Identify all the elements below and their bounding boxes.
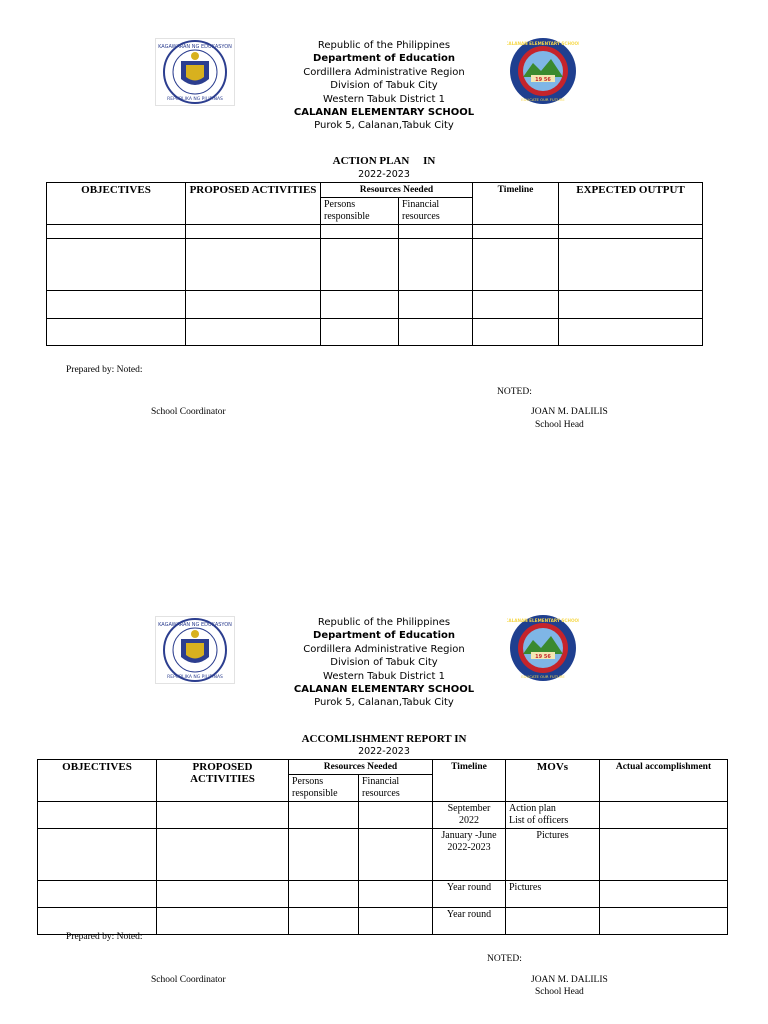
school-logo-ring-text: CALANAN ELEMENTARY SCHOOL <box>507 41 579 46</box>
deped-seal-bottom-text: REPUBLIKA NG PILIPINAS <box>167 675 223 680</box>
school-logo-ring-text: CALANAN ELEMENTARY SCHOOL <box>507 618 579 623</box>
letterhead-region: Cordillera Administrative Region <box>303 66 465 78</box>
table-row <box>47 319 703 346</box>
school-head-title: School Head <box>535 987 584 997</box>
letterhead-division: Division of Tabuk City <box>330 80 438 92</box>
school-logo-motto: EDUCATE OUR FUTURE <box>521 674 565 679</box>
col-proposed-activities: PROPOSED ACTIVITIES <box>157 760 289 802</box>
letterhead-republic: Republic of the Philippines <box>317 617 451 628</box>
noted-label: NOTED: <box>487 954 522 964</box>
school-coordinator-label: School Coordinator <box>151 407 226 417</box>
col-proposed-activities: PROPOSED ACTIVITIES <box>186 183 321 225</box>
letterhead-republic: Republic of the Philippines <box>317 40 451 51</box>
timeline-cell: September 2022 <box>433 802 506 829</box>
noted-label: NOTED: <box>497 387 532 397</box>
deped-seal-bottom-text: REPUBLIKA NG PILIPINAS <box>167 97 223 102</box>
col-expected-output: EXPECTED OUTPUT <box>559 183 703 225</box>
table-row <box>38 802 728 829</box>
school-logo-year: 19 56 <box>535 654 551 660</box>
col-actual-accomplishment: Actual accomplishment <box>600 760 728 802</box>
accomplishment-report-table <box>37 759 728 935</box>
col-objectives: OBJECTIVES <box>38 760 157 802</box>
letterhead-address: Purok 5, Calanan,Tabuk City <box>314 697 454 709</box>
col-movs: MOVs <box>506 760 600 802</box>
letterhead <box>0 616 768 710</box>
table-row <box>47 291 703 319</box>
col-persons-responsible: Persons responsible <box>289 775 359 802</box>
table-row <box>47 225 703 239</box>
col-resources-needed: Resources Needed <box>321 183 473 198</box>
col-timeline: Timeline <box>433 760 506 802</box>
timeline-cell: Year round <box>433 881 506 908</box>
school-head-name: JOAN M. DALILIS <box>531 975 608 985</box>
school-logo <box>507 37 579 105</box>
timeline-cell: Year round <box>433 908 506 935</box>
col-objectives: OBJECTIVES <box>47 183 186 225</box>
letterhead-department: Department of Education <box>313 53 455 65</box>
col-financial-resources: Financial resources <box>399 198 473 225</box>
action-plan-year: 2022-2023 <box>358 169 410 180</box>
col-resources-needed: Resources Needed <box>289 760 433 775</box>
letterhead-division: Division of Tabuk City <box>330 657 438 669</box>
school-logo-motto: EDUCATE OUR FUTURE <box>521 97 565 102</box>
letterhead-region: Cordillera Administrative Region <box>303 643 465 655</box>
prepared-by-label: Prepared by: Noted: <box>66 932 143 942</box>
deped-seal-top-text: KAGAWARAN NG EDUKASYON <box>158 622 232 628</box>
prepared-by-label: Prepared by: Noted: <box>66 365 143 375</box>
table-row <box>38 829 728 881</box>
report-year: 2022-2023 <box>358 746 410 757</box>
table-row <box>47 239 703 291</box>
letterhead-district: Western Tabuk District 1 <box>323 93 445 105</box>
timeline-cell: January -June 2022-2023 <box>433 829 506 881</box>
school-head-title: School Head <box>535 420 584 430</box>
report-title: ACCOMLISHMENT REPORT IN <box>301 733 467 745</box>
school-coordinator-label: School Coordinator <box>151 975 226 985</box>
movs-cell: Pictures <box>506 829 600 881</box>
letterhead <box>0 39 768 133</box>
letterhead-district: Western Tabuk District 1 <box>323 670 445 682</box>
col-timeline: Timeline <box>473 183 559 225</box>
action-plan-title: ACTION PLAN IN <box>332 155 436 167</box>
school-head-name: JOAN M. DALILIS <box>531 407 608 417</box>
deped-seal-top-text: KAGAWARAN NG EDUKASYON <box>158 44 232 50</box>
movs-cell: Pictures <box>506 881 600 908</box>
school-logo <box>507 614 579 682</box>
school-logo-year: 19 56 <box>535 77 551 83</box>
letterhead-school: CALANAN ELEMENTARY SCHOOL <box>293 107 475 119</box>
col-financial-resources: Financial resources <box>359 775 433 802</box>
action-plan-table <box>46 182 703 346</box>
letterhead-school: CALANAN ELEMENTARY SCHOOL <box>293 684 475 696</box>
movs-cell: Action plan List of officers <box>506 802 600 829</box>
letterhead-address: Purok 5, Calanan,Tabuk City <box>314 120 454 132</box>
table-row <box>38 908 728 935</box>
col-persons-responsible: Persons responsible <box>321 198 399 225</box>
table-row <box>38 881 728 908</box>
letterhead-department: Department of Education <box>313 630 455 642</box>
